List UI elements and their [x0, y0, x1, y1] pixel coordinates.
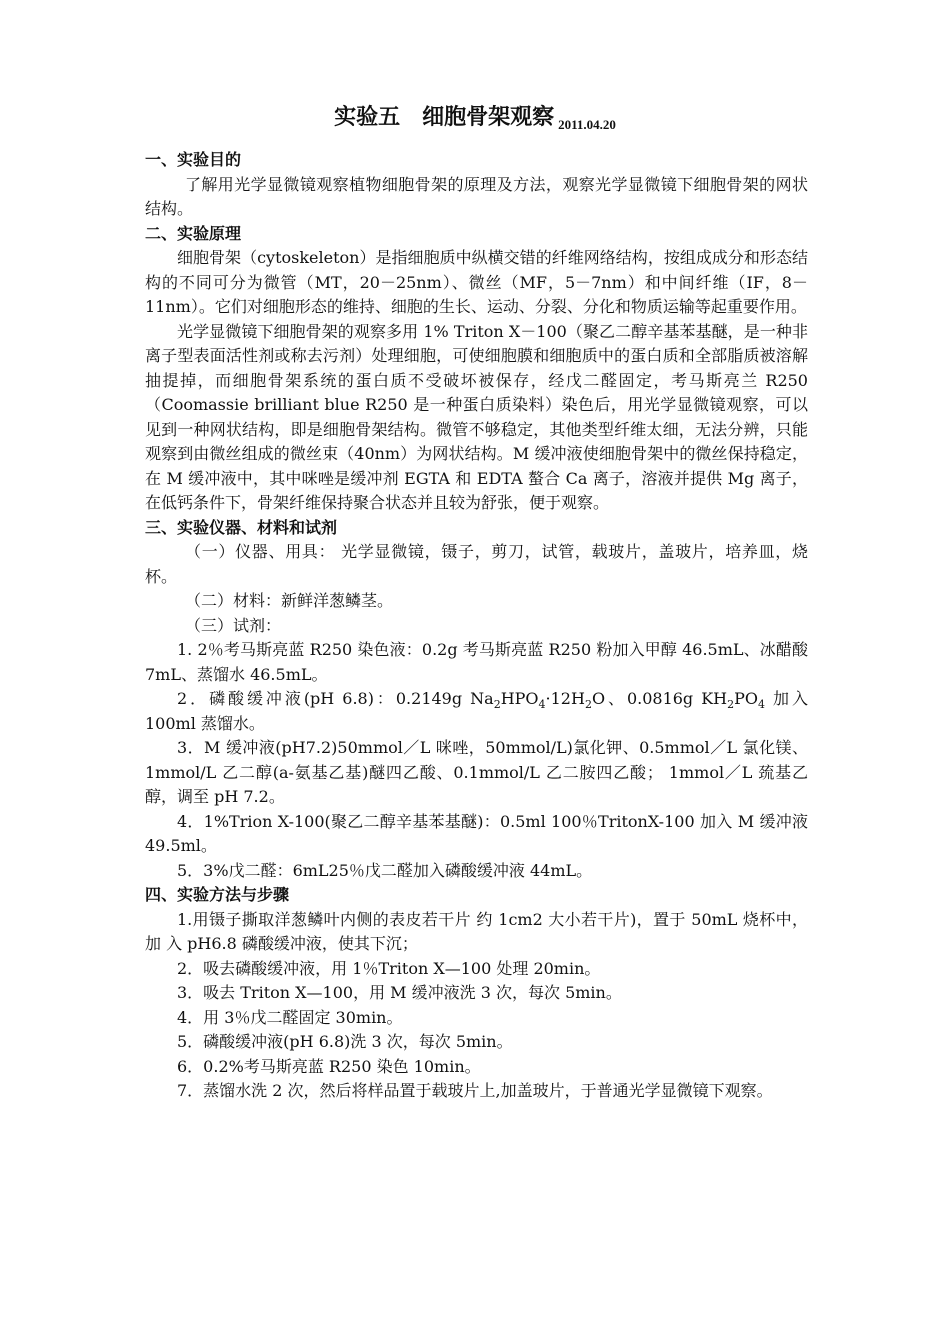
paragraph: （三）试剂：: [185, 615, 282, 635]
subscript: 2: [727, 698, 735, 712]
reagent-item: [145, 687, 808, 736]
text-run: 加入 100ml 蒸馏水。: [145, 689, 808, 733]
subscript: 2: [493, 698, 501, 712]
text-run: HPO: [500, 689, 539, 708]
procedure-step: 2．吸去磷酸缓冲液，用 1％Triton X—100 处理 20min。: [177, 958, 601, 978]
reagent-item: 4．1%Trion X-100(聚乙二醇辛基苯基醚)：0.5ml 100％TritonX-100 加入 M 缓冲液 49.5ml。: [145, 811, 808, 855]
procedure-step: 3．吸去 Triton X—100，用 M 缓冲液洗 3 次，每次 5min。: [177, 983, 622, 1002]
subscript: 2: [584, 698, 592, 712]
paragraph: （一）仪器、用具： 光学显微镜，镊子，剪刀，试管，载玻片，盖玻片，培养皿，烧杯。: [145, 542, 808, 586]
procedure-step: 6．0.2%考马斯亮蓝 R250 染色 10min。: [177, 1056, 481, 1076]
text-run: ·12H: [545, 689, 585, 708]
paragraph: 细胞骨架（cytoskeleton）是指细胞质中纵横交错的纤维网络结构，按组成成分和形态结构的不同可分为微管（MT，20－25nm）、微丝（MF，5－7nm）和中间纤维（IF，8－11nm）。它们对细胞形态的维持、细胞的生长、运动、分裂、分化和物质运输等起重要作用。: [145, 248, 808, 316]
reagent-item: 3．M 缓冲液(pH7.2)50mmol／L 咪唑，50mmol/L)氯化钾、0.5mmol／L 氯化镁、1mmol/L 乙二醇(a-氨基乙基)醚四乙酸、0.1mmol/L 乙二胺四乙酸； 1mmol／L 巯基乙醇，调至 pH 7.2。: [145, 738, 808, 806]
paragraph: 光学显微镜下细胞骨架的观察多用 1% Triton X－100（聚乙二醇辛基苯基醚，是一种非离子型表面活性剂或称去污剂）处理细胞，可使细胞膜和细胞质中的蛋白质和全部脂质被溶解抽提掉，而细胞骨架系统的蛋白质不受破坏被保存，经戊二醛固定，考马斯亮兰 R250（Coomassie brilliant blue R250 是一种蛋白质染料）染色后，用光学显微镜观察，可以见到一种网状结构，即是细胞骨架结构。微管不够稳定，其他类型纤维太细，无法分辨，只能观察到由微丝组成的微丝束（40nm）为网状结构。M 缓冲液使细胞骨架中的微丝保持稳定，在 M 缓冲液中，其中咪唑是缓冲剂 EGTA 和 EDTA 螯合 Ca 离子，溶液并提供 Mg 离子，在低钙条件下，骨架纤维保持聚合状态并且较为舒张，便于观察。: [145, 321, 808, 512]
subscript: 4: [538, 698, 546, 712]
document-body: [145, 148, 808, 1104]
text-run: O、0.0816g KH: [591, 689, 728, 708]
reagent-item: 1. 2％考马斯亮蓝 R250 染色液：0.2g 考马斯亮蓝 R250 粉加入甲醇 46.5mL、冰醋酸 7mL、蒸馏水 46.5mL。: [145, 640, 808, 684]
section-heading-purpose: 一、实验目的: [145, 150, 242, 169]
procedure-step: 4．用 3％戊二醛固定 30min。: [177, 1007, 403, 1027]
title-text: 实验五 细胞骨架观察: [334, 105, 555, 130]
text-run: PO: [734, 689, 759, 708]
reagent-item: 5．3%戊二醛：6mL25％戊二醛加入磷酸缓冲液 44mL。: [177, 860, 593, 880]
paragraph: 了解用光学显微镜观察植物细胞骨架的原理及方法，观察光学显微镜下细胞骨架的网状结构。: [145, 174, 808, 218]
paragraph: （二）材料：新鲜洋葱鳞茎。: [185, 591, 394, 610]
document-title: [0, 103, 950, 135]
procedure-step: 7．蒸馏水洗 2 次，然后将样品置于载玻片上,加盖玻片，于普通光学显微镜下观察。: [177, 1081, 773, 1100]
section-heading-procedure: 四、实验方法与步骤: [145, 885, 290, 904]
section-heading-materials: 三、实验仪器、材料和试剂: [145, 517, 338, 537]
text-run: 2．磷酸缓冲液(pH 6.8)：0.2149g Na: [177, 689, 494, 708]
procedure-step: 5．磷酸缓冲液(pH 6.8)洗 3 次，每次 5min。: [177, 1032, 513, 1051]
subscript: 4: [758, 698, 766, 712]
procedure-step: 1.用镊子撕取洋葱鳞叶内侧的表皮若干片 约 1cm2 大小若干片)，置于 50mL 烧杯中，加 入 pH6.8 磷酸缓冲液，使其下沉；: [145, 909, 808, 953]
section-heading-principle: 二、实验原理: [145, 223, 242, 243]
title-date: 2011.04.20: [558, 117, 616, 132]
